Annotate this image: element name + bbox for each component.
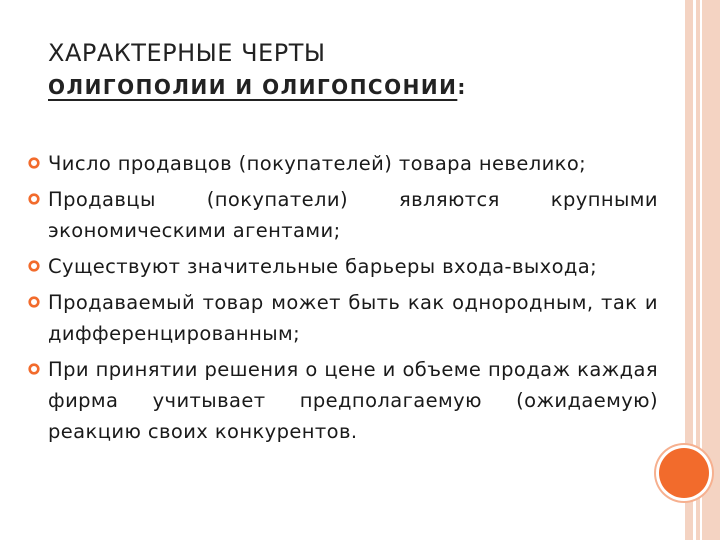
- bullet-text: При принятии решения о цене и объеме продаж каждая фирма учитывает предполагаемую (ожидаемую) реакцию своих конкурентов.: [48, 358, 658, 443]
- ring-bullet-icon: [28, 193, 40, 205]
- decorative-orange-circle: [659, 448, 709, 498]
- ring-bullet-icon: [28, 260, 40, 272]
- title-line-2: [48, 70, 648, 104]
- bullet-text: Продаваемый товар может быть как однородным, так и дифференцированным;: [48, 291, 658, 345]
- bullet-item: [28, 287, 658, 349]
- bullet-item: [28, 184, 658, 246]
- ring-bullet-icon: [28, 157, 40, 169]
- bullet-item: [28, 251, 658, 282]
- title-suffix: :: [457, 75, 467, 99]
- title-line-1: ХАРАКТЕРНЫЕ ЧЕРТЫ: [48, 39, 326, 67]
- bullet-text: Продавцы (покупатели) являются крупными экономическими агентами;: [48, 188, 658, 242]
- bullet-item: [28, 354, 658, 447]
- ring-bullet-icon: [28, 363, 40, 375]
- bullet-text: Существуют значительные барьеры входа-выхода;: [48, 255, 598, 278]
- slide-title: [48, 36, 648, 104]
- bullet-text: Число продавцов (покупателей) товара невелико;: [48, 152, 587, 175]
- ring-bullet-icon: [28, 296, 40, 308]
- bullet-list: [28, 148, 658, 452]
- bullet-item: [28, 148, 658, 179]
- title-underlined-text: ОЛИГОПОЛИИ И ОЛИГОПСОНИИ: [48, 75, 458, 99]
